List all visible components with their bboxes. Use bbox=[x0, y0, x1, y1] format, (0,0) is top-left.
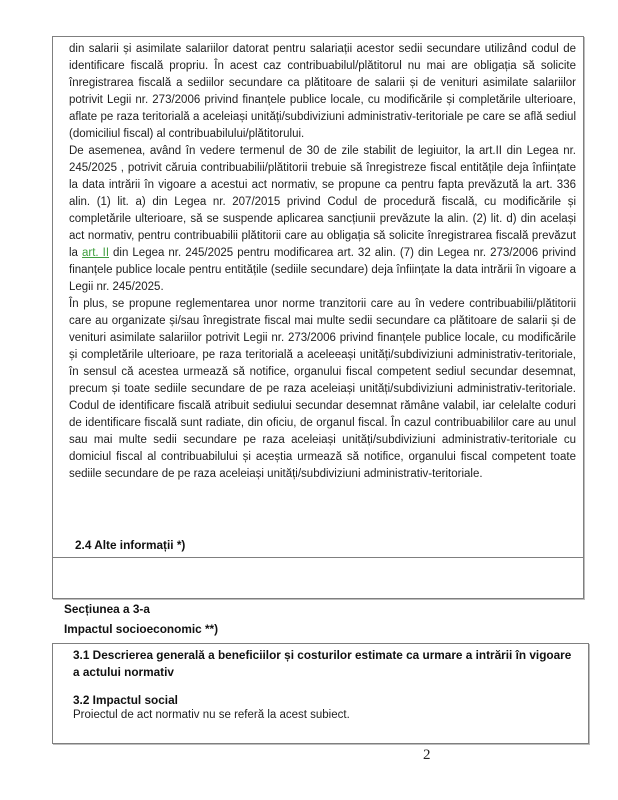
paragraph-termen-30-zile bbox=[69, 143, 576, 296]
page-number: 2 bbox=[423, 747, 431, 763]
paragraph-3-2: Proiectul de act normativ nu se referă la acest subiect. bbox=[73, 709, 350, 721]
section2-table bbox=[52, 36, 584, 599]
section3-title: Impactul socioeconomic **) bbox=[64, 622, 219, 636]
paragraph-sedii-secundare: din salarii și asimilate salariilor datorat pentru salariații acestor sedii secundare utilizând codul de identificare fiscală propriu. În acest caz contribuabilul/plătitorul nu mai are obligația să solicite înregistrarea fiscală a sediilor secundare ca plătitoare de salarii și de venituri asimilate salariilor potrivit Legii nr. 273/2006 privind finanțele publice locale, cu modificările și completările ulterioare, aflate pe raza teritorială a aceleiași unități/subdiviziuni administrativ-teritoriale pe care se află sediul (domiciliul fiscal) al contribuabilului/plătitorului. bbox=[69, 43, 576, 140]
section3-table bbox=[52, 643, 589, 744]
heading-2-4-alte-informatii: 2.4 Alte informații *) bbox=[75, 538, 186, 552]
heading-3-2: 3.2 Impactul social bbox=[73, 693, 178, 707]
art-ii-link[interactable]: art. II bbox=[81, 247, 110, 259]
paragraph-text-after-link: din Legea nr. 245/2025 pentru modificarea art. 32 alin. (7) din Legea nr. 273/2006 privind finanțele publice locale pentru entitățile (sediile secundare) deja înființate la data intrării în vigoare a Legii nr. 245/2025. bbox=[69, 247, 576, 293]
section2-empty-cell bbox=[53, 558, 583, 598]
heading-3-1: 3.1 Descrierea generală a beneficiilor și costurilor estimate ca urmare a intrării în vigoare a actului normativ bbox=[73, 648, 572, 679]
section2-content-cell bbox=[53, 37, 583, 558]
paragraph-norme-tranzitorii: În plus, se propune reglementarea unor norme tranzitorii care au în vedere contribuabilii/plătitorii care au organizate și/sau înregistrate fiscal mai multe sedii secundare ca plătitoare de salarii și de venituri asimilate salariilor potrivit Legii nr. 273/2006 privind finanțele publice locale, cu modificările și completările ulterioare, pe raza teritorială a aceleeași unități/subdiviziuni administrativ-teritoriale, în sensul că acestea urmează să notifice, organului fiscal competent sediul secundar desemnat, precum și toate sediile secundare de pe raza aceleiași unități/subdiviziuni administrativ-teritoriale. Codul de identificare fiscală atribuit sediului secundar desemnat rămâne valabil, iar celelalte coduri de identificare fiscală sunt radiate, din oficiu, de organul fiscal. În cazul contribuabililor care au unul sau mai multe sedii secundare pe raza aceleiași unități/subdiviziuni administrativ-teritoriale cu domiciul fiscal al contribuabilului și aceștia urmează să notifice, organului fiscal competent toate sediile secundare de pe raza aceleiași unități/subdiviziuni administrativ-teritoriale. bbox=[69, 298, 576, 480]
paragraph-text-before-link: De asemenea, având în vedere termenul de 30 de zile stabilit de legiuitor, la art.II din Legea nr. 245/2025 , potrivit căruia contribuabilii/plătitorii trebuie să înregistreze fiscal entitățile deja înființate la data intrării în vigoare a acestui act normativ, se propune ca pentru fapta prevăzută la art. 336 alin. (1) lit. a) din Legea nr. 207/2015 privind Codul de procedură fiscală, cu modificările și completările ulterioare, să se suspende aplicarea sancțiunii prevăzute la alin. (2) lit. d) din același act normativ, pentru contribuabilii plătitorii care au obligația să solicite înregistrarea fiscală prevăzut la bbox=[69, 145, 576, 259]
section3-label: Secțiunea a 3-a bbox=[64, 602, 150, 616]
